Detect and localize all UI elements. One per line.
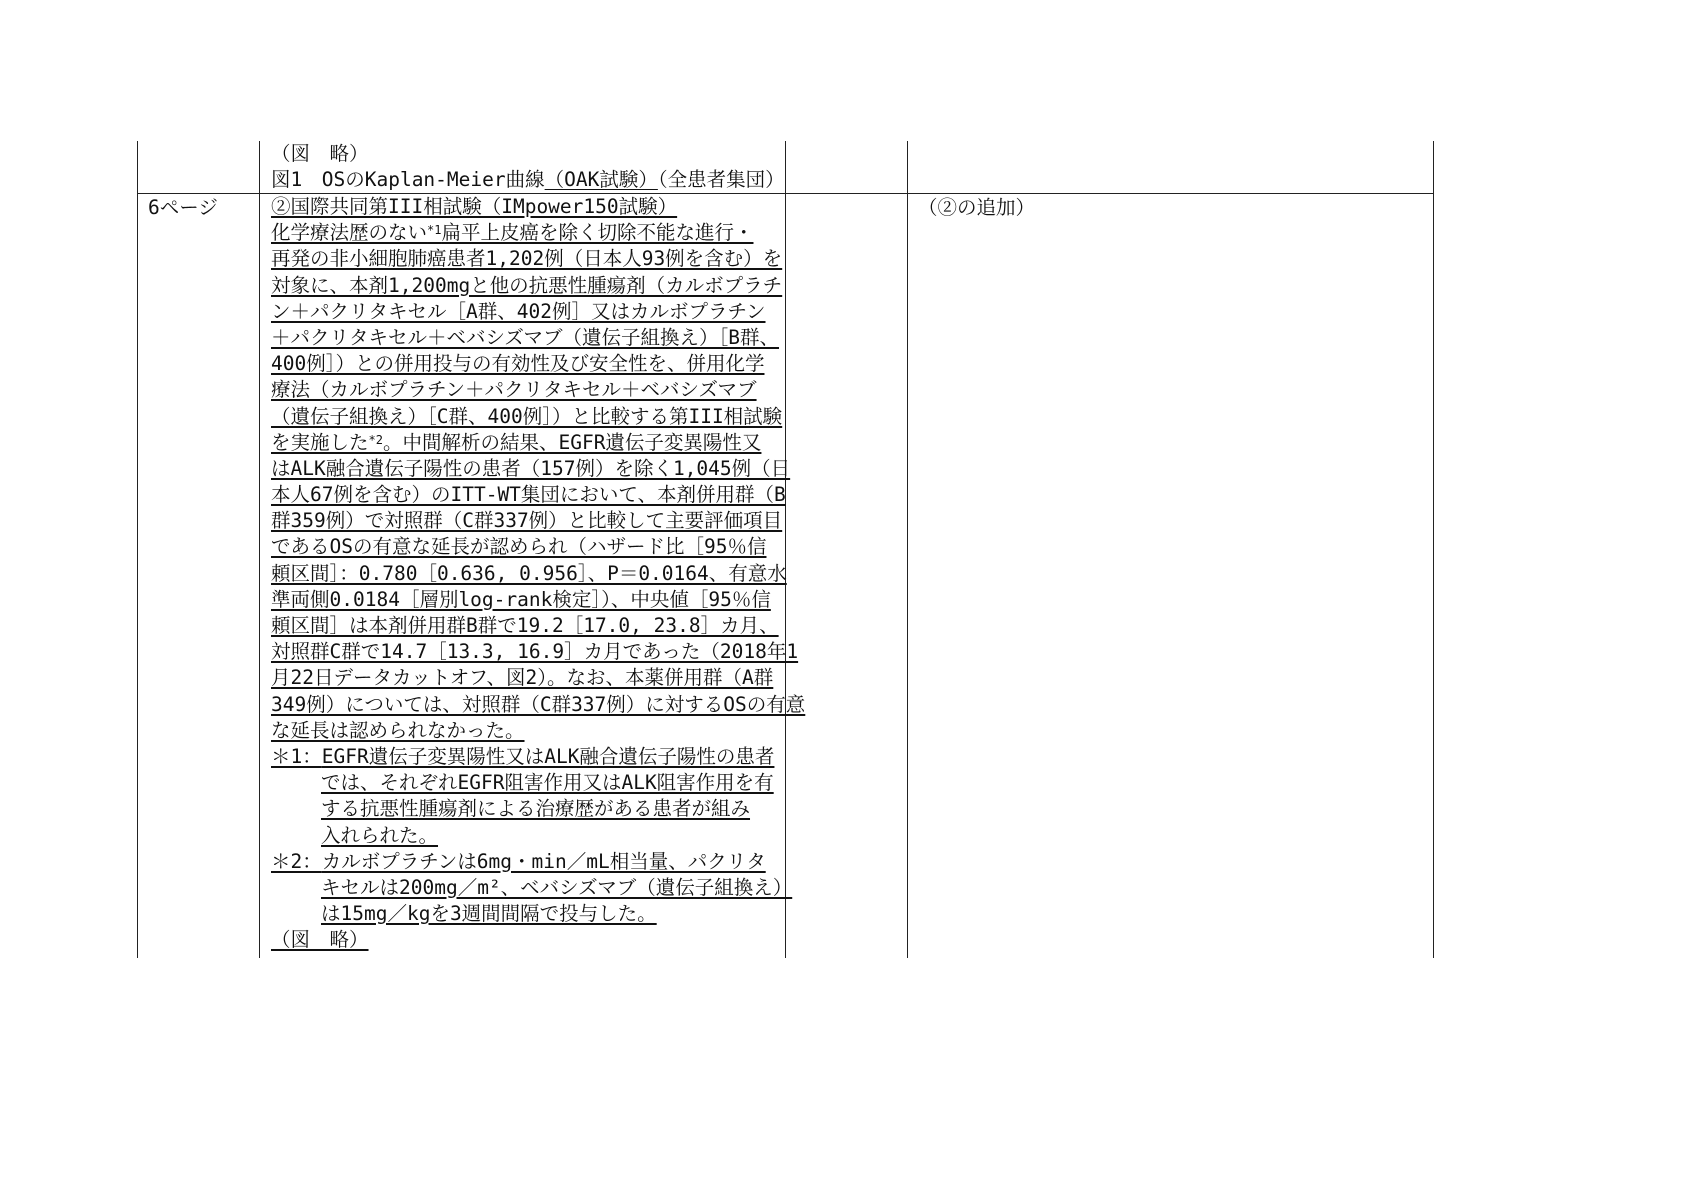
body-line: 準両側0.0184［層別log-rank検定］）、中央値［95％信 (271, 587, 771, 611)
body-line: はALK融合遺伝子陽性の患者（157例）を除く1,045例（日 (271, 456, 791, 480)
figure-caption-prefix: 図1 OSの (271, 168, 365, 192)
footnote-2-line: は15mg／kgを3週間間隔で投与した。 (321, 902, 657, 926)
body-line: ン＋パクリタキセル［A群、402例］又はカルボプラチン (271, 299, 766, 323)
footnote-ref-1: *1 (427, 223, 442, 238)
body-line: 349例）については、対照群（C群337例）に対するOSの有意 (271, 692, 806, 716)
footnote-1-line: する抗悪性腫瘍剤による治療歴がある患者が組み (321, 797, 751, 821)
body-line: であるOSの有意な延長が認められ（ハザード比［95％信 (271, 535, 767, 559)
body-line: 本人67例を含む）のITT-WT集団において、本剤併用群（B (271, 483, 786, 507)
footnote-2-line: キセルは200mg／m²、ベバシズマブ（遺伝子組換え） (321, 875, 793, 899)
body-line: 400例］）との併用投与の有効性及び安全性を、併用化学 (271, 352, 765, 376)
main-text-cell (271, 194, 805, 953)
body-line: 再発の非小細胞肺癌患者1,202例（日本人93例を含む）を (271, 247, 783, 271)
footnote-1-line: では、それぞれEGFR阻害作用又はALK阻害作用を有 (321, 771, 774, 795)
table-border-left (137, 141, 138, 958)
body-line: 頼区間］は本剤併用群B群で19.2［17.0, 23.8］カ月、 (271, 614, 779, 637)
body-line: な延長は認められなかった。 (271, 718, 525, 742)
body-line: （遺伝子組換え）［C群、400例］）と比較する第III相試験 (271, 404, 783, 428)
page-label: 6ページ (148, 196, 218, 219)
body-line: 頼区間］：0.780［0.636, 0.956］、P＝0.0164、有意水 (271, 561, 787, 585)
body-line: 療法（カルボプラチン＋パクリタキセル＋ベバシズマブ (271, 378, 757, 402)
body-line-9: を実施した$^{*2}$。中間解析の結果、EGFR遺伝子変異陽性又 (271, 430, 762, 454)
footnote-2-mark: ＊2： (271, 849, 322, 873)
footnote-1-line: 入れられた。 (321, 823, 439, 847)
body-line: 対照群C群で14.7［13.3, 16.9］カ月であった（2018年1 (271, 640, 799, 664)
figure-placeholder: （図 略） (271, 142, 369, 165)
table-border-col3 (907, 141, 908, 958)
body-line: 群359例）で対照群（C群337例）と比較して主要評価項目 (271, 509, 783, 533)
body-line: 月22日データカットオフ、図2）。なお、本薬併用群（A群 (271, 666, 774, 690)
footnote-ref-2: *2 (368, 432, 383, 447)
body-line-1: 化学療法歴のない$^{*1}$扁平上皮癌を除く切除不能な進行・ (271, 221, 754, 245)
table-border-col1 (259, 141, 260, 958)
figure-caption (271, 167, 785, 193)
footnote-1-mark: ＊1： (271, 744, 322, 768)
footnote-1-line: ＊1：EGFR遺伝子変異陽性又はALK融合遺伝子陽性の患者 (271, 744, 775, 768)
figure-caption-trial: （OAK試験） (544, 168, 658, 192)
top-row-cell (271, 141, 785, 193)
figure-placeholder-bottom: （図 略） (271, 928, 369, 952)
body-line: ＋パクリタキセル＋ベバシズマブ（遺伝子組換え）［B群、 (271, 325, 780, 349)
right-note: （②の追加） (918, 196, 1036, 219)
footnote-2-line: ＊2：カルボプラチンは6mg・min／mL相当量、パクリタ (271, 849, 766, 873)
body-line: 対象に、本剤1,200mgと他の抗悪性腫瘍剤（カルボプラチ (271, 273, 783, 297)
section-heading: ②国際共同第III相試験（IMpower150試験） (271, 195, 678, 218)
table-border-right (1433, 141, 1434, 958)
figure-caption-suffix: （全患者集団） (657, 168, 785, 192)
figure-caption-kaplan: Kaplan-Meier曲線 (364, 168, 545, 192)
